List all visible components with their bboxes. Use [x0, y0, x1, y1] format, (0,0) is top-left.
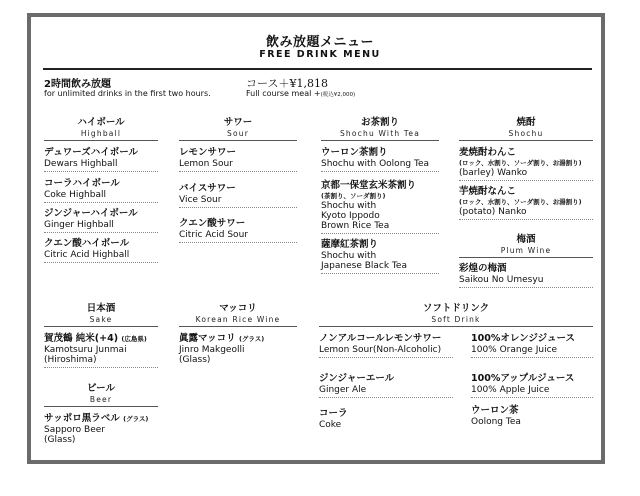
item-name-en: (Glass) — [179, 355, 211, 365]
category-subtitle: Sour — [227, 129, 249, 138]
item-name-ja: ジンジャーハイボール — [44, 208, 138, 219]
menu-item — [44, 333, 158, 368]
category-shochu-with-tea — [321, 117, 439, 141]
item-note: (グラス) — [238, 335, 265, 343]
menu-item — [44, 208, 158, 233]
menu-item — [471, 405, 593, 427]
menu-item — [471, 373, 593, 398]
item-name-en: Shochu with — [321, 251, 377, 261]
item-name-en: Lemon Sour(Non-Alcoholic) — [319, 345, 442, 355]
item-note: (ロック、水割り、ソーダ割り、お湯割り) — [459, 159, 582, 167]
item-name-en: Shochu with Oolong Tea — [321, 159, 429, 169]
item-name-en: Lemon Sour — [179, 159, 233, 169]
category-shochu — [459, 117, 593, 141]
item-name-en: Citric Acid Sour — [179, 230, 248, 240]
item-name-ja: バイスサワー — [179, 183, 236, 194]
menu-subtitle: FREE DRINK MENU — [259, 49, 381, 60]
category-sour — [179, 117, 297, 141]
category-subtitle: Beer — [89, 395, 113, 404]
menu-item — [179, 333, 297, 365]
plan-description: for unlimited drinks in the first two hours. — [44, 89, 211, 98]
item-name-en: Shochu with — [321, 201, 377, 211]
menu-item — [459, 186, 593, 220]
item-name-en: 100% Apple Juice — [471, 385, 550, 395]
item-note: (グラス) — [123, 415, 149, 423]
item-name-en: Brown Rice Tea — [321, 221, 390, 231]
menu-item — [179, 218, 297, 243]
category-title: 焼酎 — [516, 117, 536, 128]
menu-item — [319, 373, 453, 398]
menu-item — [321, 180, 439, 234]
menu-item — [459, 147, 593, 181]
item-note: (茶割り、ソーダ割り) — [321, 192, 386, 200]
menu-item — [44, 178, 158, 203]
plan-title: 2時間飲み放題 — [44, 79, 111, 90]
item-name-ja: 芋焼酎なんこ — [459, 186, 517, 197]
item-note: (ロック、水割り、ソーダ割り、お湯割り) — [459, 198, 582, 206]
item-name-ja: ウーロン茶 — [471, 405, 519, 416]
category-title: マッコリ — [219, 303, 257, 314]
item-name-ja: サッポロ黒ラベル (グラス) — [44, 413, 149, 424]
item-name-en: Kamotsuru Junmai — [44, 345, 127, 355]
item-name-ja: 眞露マッコリ (グラス) — [179, 333, 265, 344]
course-tax: (税込¥2,000) — [320, 92, 356, 98]
category-subtitle: Soft Drink — [431, 315, 481, 324]
category-title: お茶割り — [360, 117, 399, 128]
category-beer — [44, 383, 158, 407]
item-name-en: Jinro Makgeolli — [179, 345, 245, 355]
menu-item — [44, 238, 158, 263]
item-name-en: Saikou No Umesyu — [459, 275, 544, 285]
category-title: ソフトドリンク — [422, 303, 490, 314]
item-name-en: (barley) Wanko — [459, 168, 528, 178]
item-name-ja: コーラ — [319, 408, 348, 419]
course-price: コース＋¥1,818 — [246, 77, 328, 90]
item-name-en: (Hiroshima) — [44, 355, 97, 365]
item-name-en: Kyoto Ippodo — [321, 211, 380, 221]
category-plum-wine — [459, 234, 593, 258]
item-name-en: Sapporo Beer — [44, 425, 105, 435]
category-korean-rice-wine — [179, 303, 297, 327]
menu-item — [179, 183, 297, 208]
category-soft-drink — [319, 303, 593, 327]
item-name-ja: 賀茂鶴 純米(+4) (広島県) — [44, 333, 147, 344]
menu-item — [44, 147, 158, 172]
category-subtitle: Korean Rice Wine — [195, 315, 281, 324]
menu-item — [459, 263, 593, 288]
category-subtitle: Shochu — [508, 129, 544, 138]
item-name-en: Citric Acid Highball — [44, 250, 130, 260]
menu-title: 飲み放題メニュー — [265, 35, 374, 50]
item-name-en: Japanese Black Tea — [321, 261, 407, 271]
item-note: (広島県) — [121, 335, 147, 343]
item-name-ja: 彩煌の梅酒 — [459, 263, 507, 274]
item-name-en: Coke — [319, 420, 342, 430]
item-name-ja: 薩摩紅茶割り — [321, 239, 379, 250]
category-title: 梅酒 — [516, 234, 536, 245]
category-subtitle: Sake — [89, 315, 113, 324]
menu-item — [319, 408, 453, 430]
item-name-en: 100% Orange Juice — [471, 345, 558, 355]
category-highball — [44, 117, 158, 141]
menu-item — [179, 147, 297, 172]
item-name-ja: クエン酸サワー — [179, 218, 246, 229]
item-name-en: Vice Sour — [179, 195, 222, 205]
item-name-en: (Glass) — [44, 435, 76, 445]
category-title: 日本酒 — [86, 303, 116, 314]
menu-item — [319, 333, 453, 358]
item-name-ja: ノンアルコールレモンサワー — [319, 333, 442, 344]
menu-item — [321, 147, 439, 172]
item-name-ja: レモンサワー — [179, 147, 237, 158]
category-title: サワー — [223, 117, 253, 128]
item-name-ja: コーラハイボール — [44, 178, 120, 189]
menu-item — [471, 333, 593, 358]
item-name-en: (potato) Nanko — [459, 207, 527, 217]
item-name-ja: ウーロン茶割り — [321, 147, 388, 158]
category-title: ビール — [87, 383, 115, 394]
item-name-ja: クエン酸ハイボール — [44, 238, 130, 249]
item-name-en: Coke Highball — [44, 190, 106, 200]
item-name-ja: 麦焼酎わんこ — [459, 147, 517, 158]
menu-item — [321, 239, 439, 274]
category-sake — [44, 303, 158, 327]
item-name-ja: ジンジャーエール — [319, 373, 395, 384]
item-name-en: Ginger Highball — [44, 220, 114, 230]
menu-item — [44, 413, 158, 445]
item-name-en: Ginger Ale — [319, 385, 367, 395]
category-title: ハイボール — [77, 117, 125, 128]
item-name-ja: デュワーズハイボール — [44, 147, 139, 158]
category-subtitle: Highball — [80, 129, 122, 138]
category-subtitle: Shochu With Tea — [339, 129, 421, 138]
category-subtitle: Plum Wine — [500, 246, 552, 255]
course-note: Full course meal +(税込¥2,000) — [246, 89, 356, 98]
item-name-ja: 100%アップルジュース — [471, 373, 575, 384]
item-name-en: Oolong Tea — [471, 417, 521, 427]
header-divider — [43, 68, 592, 70]
item-name-ja: 京都一保堂玄米茶割り — [321, 180, 417, 191]
item-name-en: Dewars Highball — [44, 159, 118, 169]
item-name-ja: 100%オレンジジュース — [471, 333, 575, 344]
